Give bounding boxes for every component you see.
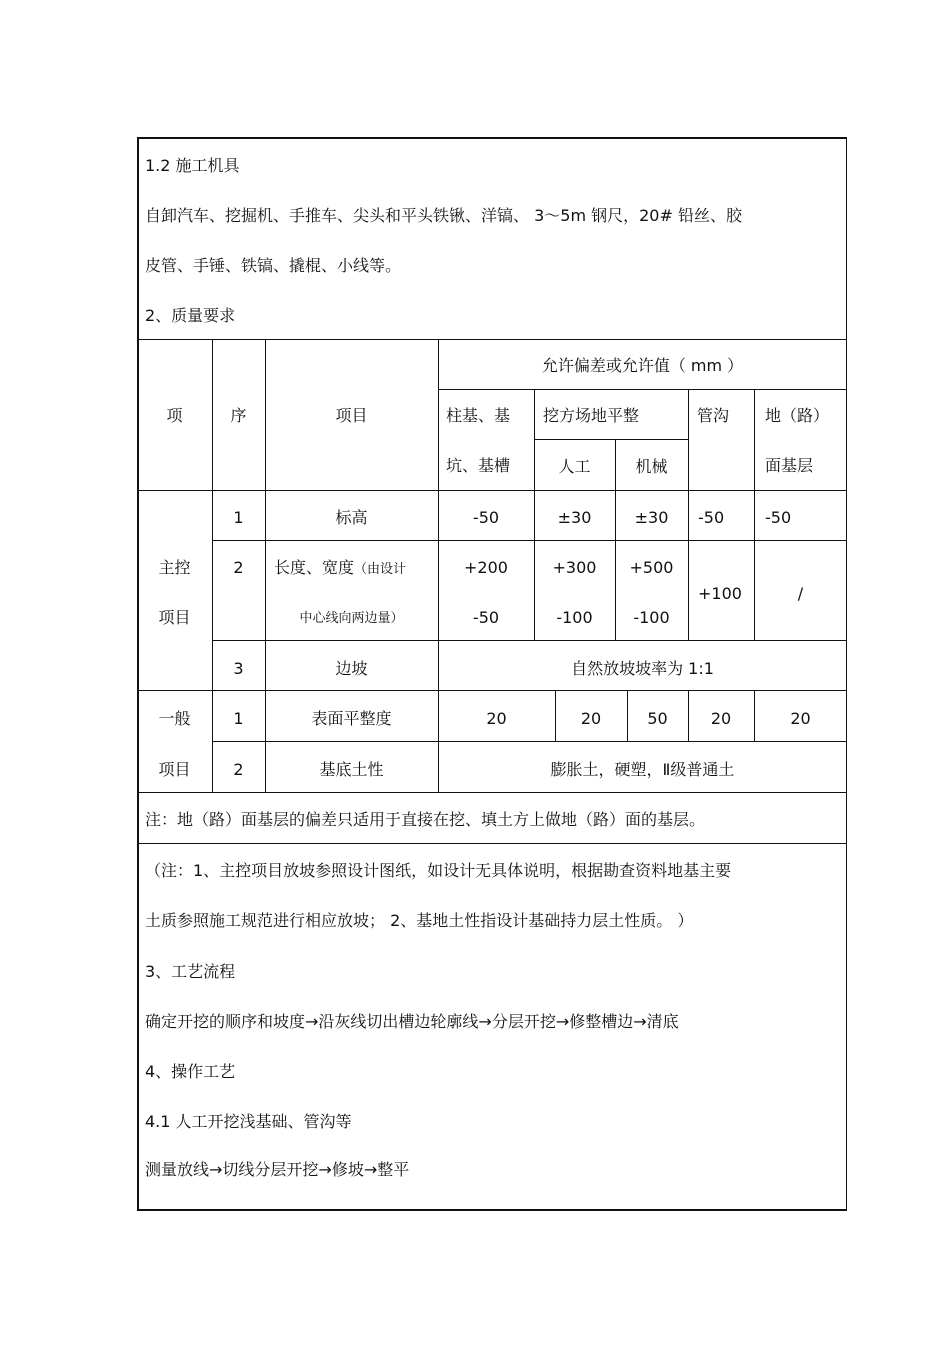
table-row-divider	[212, 540, 847, 541]
row2-seq: 2	[233, 558, 244, 577]
group-general-line1: 一般	[158, 709, 191, 728]
header-col4-line2: 面基层	[765, 456, 814, 475]
row2-value: +100	[698, 584, 742, 603]
section-4-title: 4、操作工艺	[145, 1062, 236, 1081]
g1-value: 20	[790, 709, 811, 728]
note-2-line-1: （注：1、主控项目放坡参照设计图纸，如设计无具体说明，根据勘查资料地基主要	[145, 861, 732, 880]
section-1-2-title: 1.2 施工机具	[145, 156, 240, 175]
row2-value: +300	[552, 558, 597, 577]
table-column-divider	[688, 490, 689, 640]
table-row-divider	[212, 741, 847, 742]
header-col2-machine: 机械	[635, 457, 668, 476]
row1-value: -50	[765, 508, 792, 527]
section-2-title: 2、质量要求	[145, 306, 236, 325]
row2-value: -100	[633, 608, 670, 627]
section-1-2-line-2: 皮管、手锤、铁镐、撬棍、小线等。	[145, 256, 402, 275]
row2-value: -100	[556, 608, 593, 627]
table-top-border	[137, 339, 847, 340]
row2-name-line1	[274, 558, 406, 580]
g2-value: 膨胀土，硬塑，Ⅱ级普通土	[550, 760, 735, 779]
row3-value: 自然放坡坡率为 1:1	[571, 659, 714, 678]
note-divider	[137, 843, 847, 844]
row2-value: +500	[629, 558, 674, 577]
section-1-2-line-1: 自卸汽车、挖掘机、手推车、尖头和平头铁锹、洋镐、 3～5m 钢尺，20# 铅丝、胶	[145, 206, 742, 225]
row2-name-note: （由设计	[354, 562, 407, 577]
g1-name: 表面平整度	[311, 709, 392, 728]
row1-value: -50	[698, 508, 725, 527]
header-col4-line1: 地（路）	[765, 406, 830, 425]
header-col2-manual: 人工	[558, 457, 591, 476]
row2-name: 长度、宽度	[274, 558, 355, 577]
group-main-line1: 主控	[158, 558, 191, 577]
row3-name: 边坡	[335, 659, 368, 678]
header-col2: 挖方场地平整	[543, 406, 640, 425]
row1-value: ±30	[634, 508, 669, 527]
group-general-line2: 项目	[158, 760, 191, 779]
table-header-bottom	[137, 490, 847, 491]
row1-seq: 1	[233, 508, 244, 527]
g2-seq: 2	[233, 760, 244, 779]
section-3-title: 3、工艺流程	[145, 962, 236, 981]
header-item: 项	[166, 406, 183, 425]
table-bottom-border	[137, 792, 847, 793]
g1-seq: 1	[233, 709, 244, 728]
row3-seq: 3	[233, 659, 244, 678]
row2-name-line2: 中心线向两边量）	[299, 611, 404, 626]
g1-value: 20	[710, 709, 732, 728]
header-project: 项目	[335, 406, 368, 425]
table-row-divider	[137, 690, 847, 691]
g2-name: 基底土性	[319, 760, 384, 779]
header-tolerance: 允许偏差或允许值（ mm ）	[541, 356, 744, 375]
row2-value: -50	[472, 608, 500, 627]
row1-value: -50	[472, 508, 500, 527]
table-header-divider	[438, 389, 847, 390]
header-col1-line2: 坑、基槽	[446, 456, 511, 475]
table-subheader-divider	[534, 439, 688, 440]
section-3-text: 确定开挖的顺序和坡度→沿灰线切出槽边轮廓线→分层开挖→修整槽边→清底	[145, 1012, 679, 1031]
row2-value: /	[797, 584, 804, 603]
group-main-line2: 项目	[158, 608, 191, 627]
note-2-line-2: 土质参照施工规范进行相应放坡； 2、基地土性指设计基础持力层土性质。 ）	[145, 911, 694, 930]
row1-value: ±30	[557, 508, 592, 527]
row2-value: +200	[464, 558, 508, 577]
header-col3: 管沟	[697, 406, 730, 425]
row1-name: 标高	[335, 508, 368, 527]
g1-value: 20	[580, 709, 602, 728]
g1-value: 20	[486, 709, 507, 728]
section-4-1-title: 4.1 人工开挖浅基础、管沟等	[145, 1112, 352, 1131]
section-4-1-text: 测量放线→切线分层开挖→修坡→整平	[145, 1160, 410, 1179]
header-col1-line1: 柱基、基	[446, 406, 511, 425]
header-seq: 序	[230, 406, 247, 425]
note-1: 注：地（路）面基层的偏差只适用于直接在挖、填土方上做地（路）面的基层。	[145, 810, 706, 829]
table-row-divider	[212, 640, 847, 641]
g1-value: 50	[647, 709, 668, 728]
